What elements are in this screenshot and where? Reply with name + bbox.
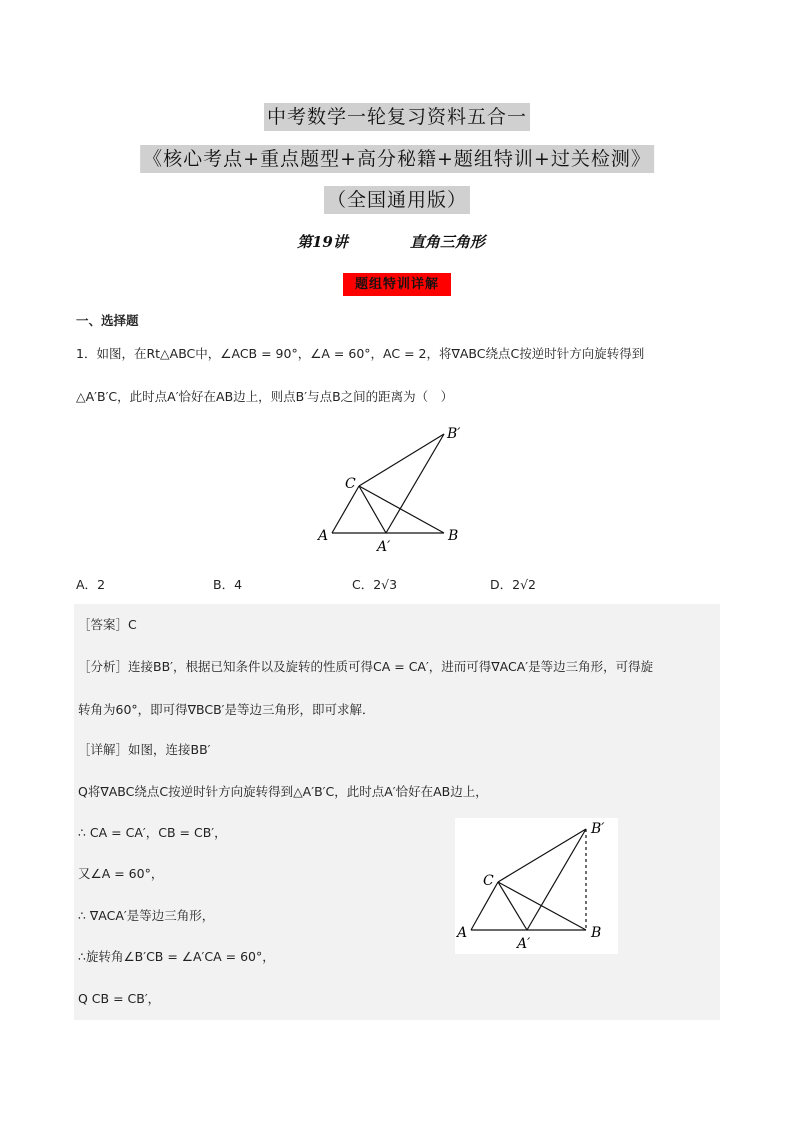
label-A-prime: A′ [377, 539, 391, 555]
segment-A-prime-B-prime [386, 434, 444, 533]
analysis-line-1: ［分析］连接BB′，根据已知条件以及旋转的性质可得CA = CA′，进而可得∇ACA′是等边三角形，可得旋 [78, 659, 654, 674]
label-B-prime: B′ [447, 426, 461, 442]
solution-step-2: ∴ CA = CA′，CB = CB′， [78, 825, 227, 840]
solution-step-5: ∴旋转角∠B′CB = ∠A′CA = 60°， [78, 949, 275, 964]
choice-c[interactable] [352, 575, 397, 593]
lecture-topic: 直角三角形 [409, 233, 485, 251]
choice-value: 2√2 [512, 577, 537, 592]
choice-value: 2 [97, 577, 106, 592]
choice-value: 4 [234, 577, 243, 592]
choice-letter: B． [213, 577, 235, 592]
detail-intro: ［详解］如图，连接BB′ [78, 742, 211, 757]
lecture-heading [297, 231, 485, 252]
solution-step-3: 又∠A = 60°， [78, 866, 164, 881]
question-line-1: 1．如图，在Rt△ABC中，∠ACB = 90°，∠A = 60°，AC = 2，将∇ABC绕点C按逆时针方向旋转得到 [76, 346, 645, 361]
choice-letter: C． [352, 577, 374, 592]
section-badge: 题组特训详解 [343, 273, 451, 296]
label-A-prime: A′ [517, 936, 531, 952]
title-line-1: 中考数学一轮复习资料五合一 [264, 103, 530, 131]
segment-CB [359, 486, 444, 533]
question-line-2: △A′B′C，此时点A′恰好在AB边上，则点B′与点B之间的距离为（ ） [76, 389, 454, 404]
lecture-number: 第19讲 [297, 233, 348, 251]
choice-value: 2√3 [373, 577, 398, 592]
label-B: B [591, 925, 602, 941]
solution-step-4: ∴ ∇ACA′是等边三角形， [78, 908, 215, 923]
label-A: A [457, 925, 468, 941]
solution-step-1: Q将∇ABC绕点C按逆时针方向旋转得到△A′B′C，此时点A′恰好在AB边上， [78, 784, 488, 799]
label-C: C [483, 873, 494, 889]
choice-letter: D． [490, 577, 513, 592]
segment-AC [332, 486, 359, 533]
section-title: 一、选择题 [76, 313, 139, 328]
choice-letter: A． [76, 577, 98, 592]
label-A: A [318, 528, 329, 544]
choice-d[interactable] [490, 575, 536, 593]
label-B: B [448, 528, 459, 544]
question-figure [314, 420, 474, 555]
solution-figure [455, 818, 618, 954]
label-B-prime: B′ [591, 821, 605, 837]
answer-line: ［答案］C [78, 617, 137, 632]
analysis-line-2: 转角为60°，即可得∇BCB′是等边三角形，即可求解． [78, 702, 375, 717]
solution-step-6: Q CB = CB′， [78, 991, 161, 1006]
label-C: C [345, 476, 356, 492]
choice-a[interactable] [76, 575, 105, 593]
choice-b[interactable] [213, 575, 242, 593]
segment-CB-prime [359, 434, 444, 486]
title-line-3: （全国通用版） [324, 186, 470, 214]
title-line-2: 《核心考点+重点题型+高分秘籍+题组特训+过关检测》 [140, 145, 654, 173]
